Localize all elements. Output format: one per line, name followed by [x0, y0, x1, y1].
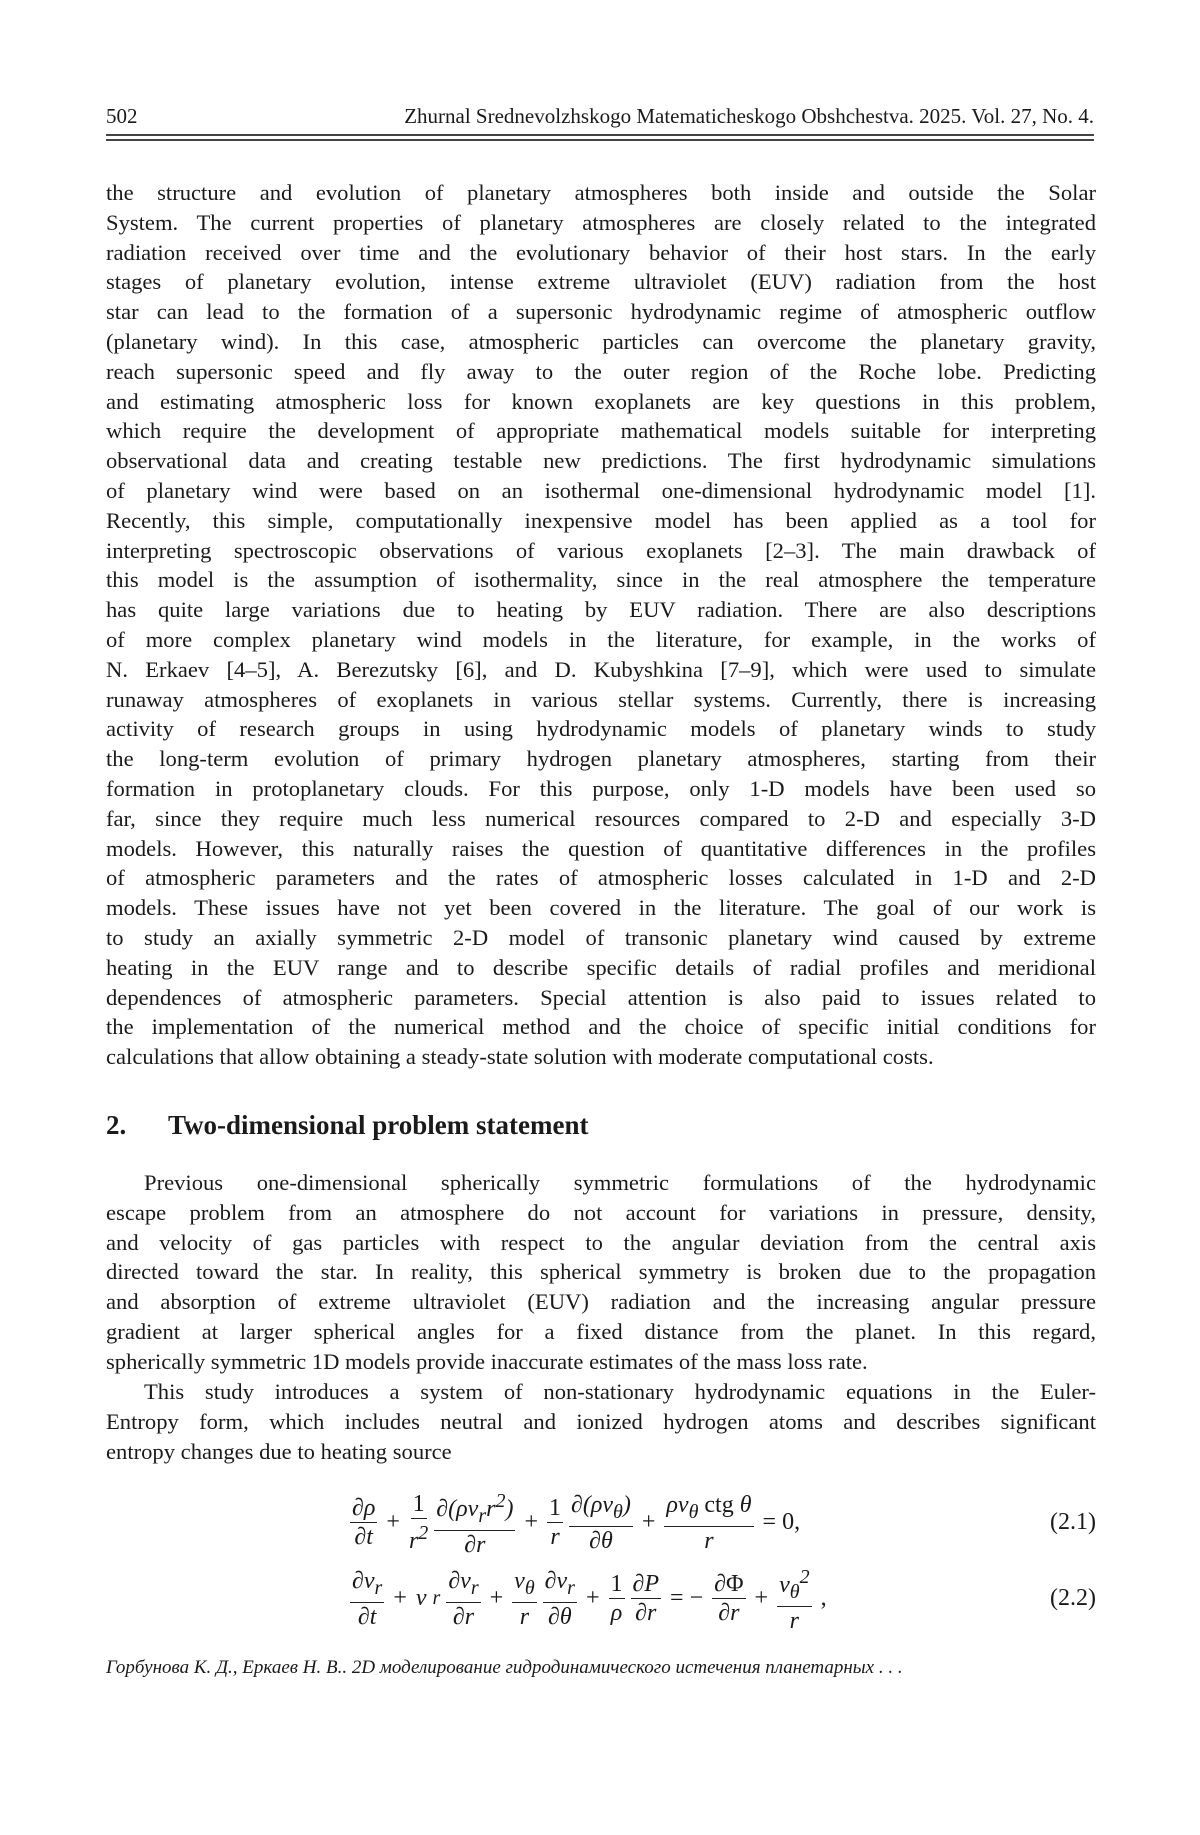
- section-paragraph: [106, 1377, 1096, 1466]
- section-number: 2.: [106, 1110, 127, 1140]
- text-line: Previous one-dimensional spherically symmetric formulations of the hydrodynamic: [144, 1170, 1096, 1195]
- text-line: spherically symmetric 1D models provide inaccurate estimates of the mass loss rate.: [106, 1348, 868, 1374]
- text-line: far, since they require much less numerical resources compared to 2-D and especially 3-D: [106, 805, 1096, 831]
- text-line: reach supersonic speed and fly away to the outer region of the Roche lobe. Predicting: [106, 358, 1096, 384]
- text-line: directed toward the star. In reality, this spherical symmetry is broken due to the propagation: [106, 1259, 1096, 1285]
- text-line: of more complex planetary wind models in the literature, for example, in the works of: [106, 626, 1096, 652]
- equation-2-1: ∂ρ ∂t + $\frac{1}{r^2}$ $\partial(\rho v_rr^2)$ ∂r + $\frac{1}{r}$ $\partial(\rho v_\theta)$ ∂θ + $\rho v_\theta$ ctg θ r = 0, (2.1): [350, 1487, 1096, 1559]
- text-line: Entropy form, which includes neutral and ionized hydrogen atoms and describes significant: [106, 1408, 1096, 1434]
- text-line: entropy changes due to heating source: [106, 1438, 452, 1464]
- text-line: to study an axially symmetric 2-D model of transonic planetary wind caused by extreme: [106, 924, 1096, 950]
- text-line: observational data and creating testable new predictions. The first hydrodynamic simulations: [106, 448, 1096, 474]
- text-line: Recently, this simple, computationally inexpensive model has been applied as a tool for: [106, 507, 1096, 533]
- text-line: activity of research groups in using hydrodynamic models of planetary winds to study: [106, 716, 1096, 742]
- text-line: System. The current properties of planetary atmospheres are closely related to the integrated: [106, 209, 1096, 235]
- text-line: of atmospheric parameters and the rates of atmospheric losses calculated in 1-D and 2-D: [106, 865, 1096, 891]
- equation-number: (2.2): [1050, 1585, 1096, 1612]
- text-line: dependences of atmospheric parameters. Special attention is also paid to issues related to: [106, 984, 1096, 1010]
- equation-number: (2.1): [1050, 1509, 1096, 1536]
- text-line: of planetary wind were based on an isothermal one-dimensional hydrodynamic model [1].: [106, 477, 1096, 503]
- equation-2-2: $\partial v_r$ ∂t + v r $\partial v_r$ ∂r + $\frac{v_\theta}{r}$ $\partial v_r$ ∂θ + $\frac{1}{\rho}$ $\frac{\partial P}{\partial r}$ = − $\frac{\partial\Phi}{\partial r}$ + $\frac{v_\theta^2}{r}$ , (2.2): [350, 1563, 1096, 1635]
- text-line: escape problem from an atmosphere do not account for variations in pressure, density,: [106, 1199, 1096, 1225]
- text-line: calculations that allow obtaining a steady-state solution with moderate computational costs.: [106, 1044, 934, 1070]
- section-title: Two-dimensional problem statement: [168, 1110, 589, 1140]
- text-line: This study introduces a system of non-stationary hydrodynamic equations in the Euler-: [144, 1379, 1096, 1404]
- running-header: [106, 104, 1094, 129]
- text-line: stages of planetary evolution, intense extreme ultraviolet (EUV) radiation from the host: [106, 269, 1096, 295]
- text-line: formation in protoplanetary clouds. For this purpose, only 1-D models have been used so: [106, 775, 1096, 801]
- text-line: this model is the assumption of isothermality, since in the real atmosphere the temperature: [106, 567, 1096, 593]
- text-line: runaway atmospheres of exoplanets in various stellar systems. Currently, there is increasing: [106, 686, 1096, 712]
- header-rule: [106, 139, 1094, 141]
- text-line: and estimating atmospheric loss for known exoplanets are key questions in this problem,: [106, 388, 1096, 414]
- text-line: and absorption of extreme ultraviolet (EUV) radiation and the increasing angular pressure: [106, 1289, 1096, 1315]
- page-number: 502: [106, 104, 138, 128]
- section-heading: [106, 1110, 589, 1141]
- text-line: the implementation of the numerical method and the choice of specific initial conditions for: [106, 1014, 1096, 1040]
- text-line: gradient at larger spherical angles for a fixed distance from the planet. In this regard,: [106, 1318, 1096, 1344]
- text-line: models. However, this naturally raises the question of quantitative differences in the profiles: [106, 835, 1096, 861]
- text-line: the long-term evolution of primary hydrogen planetary atmospheres, starting from their: [106, 746, 1096, 772]
- text-line: models. These issues have not yet been covered in the literature. The goal of our work is: [106, 895, 1096, 921]
- text-line: (planetary wind). In this case, atmospheric particles can overcome the planetary gravity,: [106, 328, 1096, 354]
- header-rule: [106, 134, 1094, 136]
- section-paragraph: [106, 1168, 1096, 1377]
- intro-paragraph: [106, 178, 1096, 1072]
- text-line: interpreting spectroscopic observations of various exoplanets [2–3]. The main drawback of: [106, 537, 1096, 563]
- text-line: the structure and evolution of planetary atmospheres both inside and outside the Solar: [106, 180, 1096, 205]
- text-line: radiation received over time and the evolutionary behavior of their host stars. In the early: [106, 239, 1096, 265]
- text-line: star can lead to the formation of a supersonic hydrodynamic regime of atmospheric outflow: [106, 299, 1096, 325]
- text-line: heating in the EUV range and to describe specific details of radial profiles and meridional: [106, 954, 1096, 980]
- text-line: and velocity of gas particles with respect to the angular deviation from the central axis: [106, 1229, 1096, 1255]
- text-line: which require the development of appropriate mathematical models suitable for interpreting: [106, 418, 1096, 444]
- text-line: N. Erkaev [4–5], A. Berezutsky [6], and D. Kubyshkina [7–9], which were used to simulate: [106, 656, 1096, 682]
- journal-title: Zhurnal Srednevolzhskogo Matematicheskogo Obshchestva. 2025. Vol. 27, No. 4.: [404, 104, 1094, 128]
- text-line: has quite large variations due to heating by EUV radiation. There are also descriptions: [106, 597, 1096, 623]
- running-footer: Горбунова К. Д., Еркаев Н. В.. 2D моделирование гидродинамического истечения планетарных . . .: [106, 1657, 903, 1678]
